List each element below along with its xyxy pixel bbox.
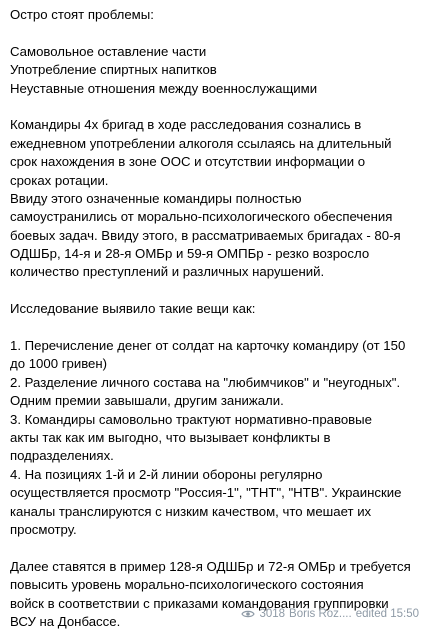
text-line: Далее ставятся в пример 128-я ОДШБр и 72-я ОМБр и требуется: [10, 558, 411, 574]
blank-line: [10, 282, 418, 300]
text-line: Неуставные отношения между военнослужащими: [10, 80, 318, 96]
text-line: ежедневном употреблении алкоголя ссылаясь на длительный: [10, 135, 392, 151]
message-text: [10, 6, 418, 631]
text-line: акты так как им выгодно, что вызывает конфликты в: [10, 429, 331, 445]
text-line: самоустранились от морально-психологического обеспечения: [10, 209, 393, 225]
text-line: Самовольное оставление части: [10, 43, 207, 59]
text-line: ВСУ на Донбассе.: [10, 613, 121, 629]
author-name[interactable]: Boris Roz....: [289, 608, 352, 620]
text-line: Употребление спиртных напитков: [10, 62, 217, 78]
text-line: 1. Перечисление денег от солдат на карточку командиру (от 150: [10, 338, 406, 354]
text-line: сроках ротации.: [10, 172, 109, 188]
text-line: 3. Командиры самовольно трактуют нормативно-правовые: [10, 411, 372, 427]
text-line: Остро стоят проблемы:: [10, 7, 154, 22]
text-line: боевых задач. Ввиду этого, в рассматриваемых бригадах - 80-я: [10, 227, 401, 243]
blank-line: [10, 98, 418, 116]
text-line: войск в соответствии с приказами командования группировки: [10, 595, 389, 611]
edited-timestamp: edited 15:50: [355, 608, 419, 620]
text-line: Командиры 4х бригад в ходе расследования сознались в: [10, 117, 362, 133]
blank-line: [10, 319, 418, 337]
text-line: подразделениях.: [10, 448, 114, 464]
blank-line: [10, 24, 418, 42]
text-line: количество преступлений и различных нарушений.: [10, 264, 325, 280]
text-line: Ввиду этого означенные командиры полностью: [10, 190, 302, 206]
text-line: повысить уровень морально-психологического состояния: [10, 577, 364, 593]
eye-icon: [241, 609, 255, 619]
text-line: до 1000 гривен): [10, 356, 108, 372]
text-line: 2. Разделение личного состава на "любимчиков" и "неугодных".: [10, 374, 401, 390]
text-line: 4. На позициях 1-й и 2-й линии обороны регулярно: [10, 466, 323, 482]
text-line: осуществляется просмотр "Россия-1", "ТНТ", "НТВ". Украинские: [10, 485, 402, 501]
text-line: просмотру.: [10, 521, 77, 537]
view-count: 3018: [259, 608, 286, 620]
text-line: Исследование выявило такие вещи как:: [10, 301, 256, 317]
blank-line: [10, 539, 418, 557]
text-line: срок нахождения в зоне ООС и отсутствии информации о: [10, 154, 366, 170]
text-line: каналы транслируются с низким качеством, что мешает их: [10, 503, 372, 519]
text-line: ОДШБр, 14-я и 28-я ОМБр и 59-я ОМПБр - резко возросло: [10, 246, 370, 262]
message-meta: [241, 608, 419, 620]
text-line: Одним премии завышали, другим занижали.: [10, 393, 284, 409]
